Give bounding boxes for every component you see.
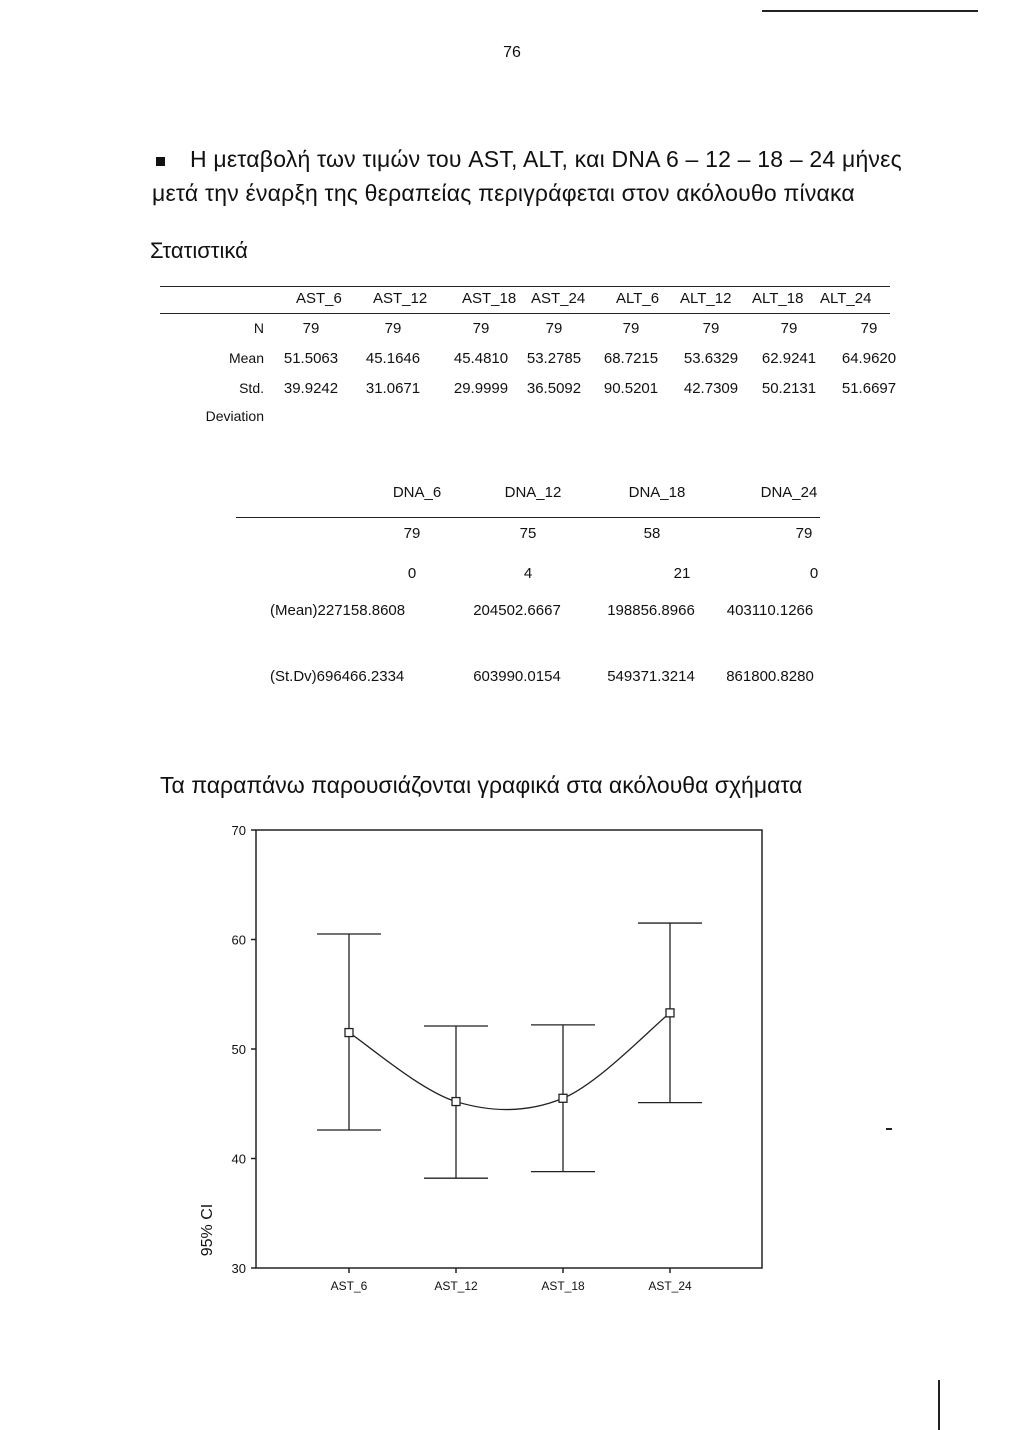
figure-caption: Τα παραπάνω παρουσιάζονται γραφικά στα ακόλουθα σχήματα xyxy=(160,772,803,798)
table1-cell: 79 xyxy=(860,320,878,337)
table2-cell: 198856.8966 xyxy=(607,602,695,619)
x-tick-label: AST_18 xyxy=(541,1279,585,1293)
table1-cell: 29.9999 xyxy=(453,380,509,397)
table1-cell: 45.1646 xyxy=(365,350,421,367)
table2-cell: 4 xyxy=(523,565,533,582)
table1-cell: 53.6329 xyxy=(683,350,739,367)
table2-cell: 603990.0154 xyxy=(473,668,561,685)
table1-col-header: AST_24 xyxy=(531,290,586,307)
table2-cell: 75 xyxy=(519,525,537,542)
y-tick-label: 50 xyxy=(231,1042,246,1057)
table1-cell: 31.0671 xyxy=(365,380,421,397)
table1-col-header: AST_12 xyxy=(373,290,428,307)
mean-label: (Mean) xyxy=(270,602,318,619)
table1-cell: 79 xyxy=(302,320,320,337)
table2-col-header: DNA_12 xyxy=(504,484,562,501)
y-axis-label: 95% CI xyxy=(199,1203,216,1257)
table2-cell: 21 xyxy=(673,565,691,582)
margin-mark xyxy=(938,1380,940,1430)
mean-marker xyxy=(452,1098,460,1106)
mean-marker xyxy=(559,1094,567,1102)
table1-cell: 51.5063 xyxy=(283,350,339,367)
table1-row-label: Deviation xyxy=(205,408,264,424)
table2-cell: 79 xyxy=(795,525,813,542)
y-tick-label: 40 xyxy=(231,1151,246,1167)
table2-cell: 0 xyxy=(407,565,417,582)
section-title: Στατιστικά xyxy=(150,238,248,263)
table1-cell: 79 xyxy=(702,320,720,337)
table1-cell: 68.7215 xyxy=(603,350,659,367)
table2-col-header: DNA_24 xyxy=(760,484,818,501)
mean-line xyxy=(349,1013,670,1110)
table1-cell: 53.2785 xyxy=(526,350,582,367)
table1-col-header: AST_18 xyxy=(462,290,517,307)
table1-col-header: ALT_24 xyxy=(820,290,872,307)
x-tick-label: AST_12 xyxy=(434,1279,478,1293)
table1-cell: 39.9242 xyxy=(283,380,339,397)
table1-row-label: Mean xyxy=(228,350,264,366)
y-tick-label: 30 xyxy=(231,1261,246,1276)
table1-cell: 79 xyxy=(780,320,798,337)
table2-col-header: DNA_18 xyxy=(628,484,686,501)
table1-cell: 79 xyxy=(384,320,402,337)
table2-cell: 227158.8608 xyxy=(317,602,406,619)
stdev-label: (St.Dv) xyxy=(270,668,317,685)
table1-col-header: ALT_18 xyxy=(752,290,804,307)
table2-cell: 696466.2334 xyxy=(316,668,405,685)
table2-cell: 58 xyxy=(643,525,661,542)
x-tick-label: AST_6 xyxy=(330,1279,368,1293)
mean-marker xyxy=(345,1029,353,1037)
table2-cell: 0 xyxy=(809,565,819,582)
table2-cell: 204502.6667 xyxy=(473,602,561,619)
table1-cell: 50.2131 xyxy=(761,380,817,397)
table1-col-header: ALT_12 xyxy=(680,290,732,307)
table1-col-header: ALT_6 xyxy=(616,290,660,307)
intro-line-1: Η μεταβολή των τιμών του AST, ALT, και DNA 6 – 12 – 18 – 24 μήνες xyxy=(190,146,902,172)
table2-cell: 79 xyxy=(403,525,421,542)
mean-marker xyxy=(666,1009,674,1017)
table2-cell: 403110.1266 xyxy=(726,602,814,619)
x-tick-label: AST_24 xyxy=(648,1279,692,1293)
table1-cell: 79 xyxy=(545,320,563,337)
table1-cell: 90.5201 xyxy=(603,380,659,397)
y-tick-label: 60 xyxy=(231,932,246,948)
table1-cell: 64.9620 xyxy=(841,350,897,367)
table1-cell: 79 xyxy=(622,320,640,337)
plot-frame xyxy=(256,830,762,1268)
table1-col-header: AST_6 xyxy=(296,290,342,307)
table2-cell: 549371.3214 xyxy=(607,668,695,685)
table2-col-header: DNA_6 xyxy=(392,484,442,501)
table2-cell: 861800.8280 xyxy=(726,668,814,685)
table1-row-label: N xyxy=(253,320,264,336)
page-number: 76 xyxy=(503,44,521,61)
table1-cell: 42.7309 xyxy=(683,380,739,397)
margin-mark xyxy=(886,1128,892,1130)
table1-cell: 79 xyxy=(472,320,490,337)
table1-cell: 51.6697 xyxy=(841,380,897,397)
table1-cell: 45.4810 xyxy=(453,350,509,367)
table1-cell: 62.9241 xyxy=(761,350,817,367)
y-tick-label: 70 xyxy=(231,823,246,838)
table1-row-label: Std. xyxy=(239,380,264,396)
intro-line-2: μετά την έναρξη της θεραπείας περιγράφεται στον ακόλουθο πίνακα xyxy=(152,180,855,206)
table1-cell: 36.5092 xyxy=(526,380,582,397)
